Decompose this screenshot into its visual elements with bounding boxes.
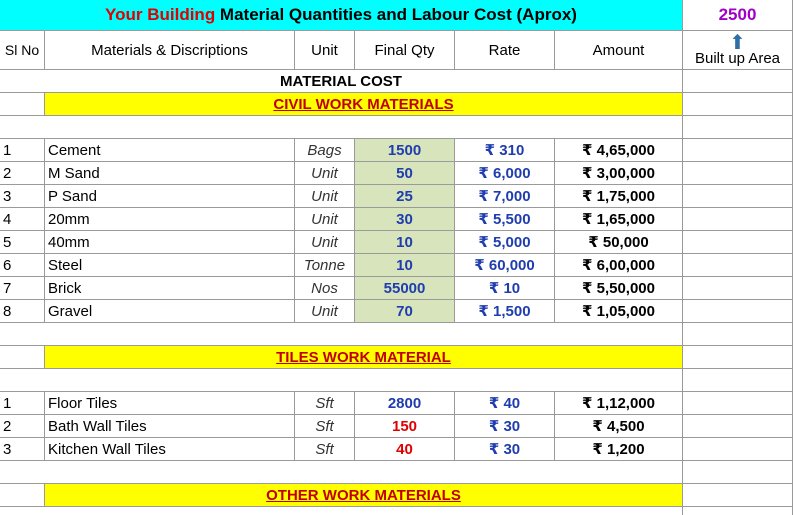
unit[interactable]: Unit xyxy=(295,300,355,323)
col-sl-no[interactable]: Sl No xyxy=(0,31,45,70)
empty-cell[interactable] xyxy=(683,484,793,507)
sl-no[interactable]: 3 xyxy=(0,185,45,208)
table-row xyxy=(0,415,793,438)
rate[interactable]: ₹ 60,000 xyxy=(455,254,555,277)
sl-no[interactable]: 2 xyxy=(0,415,45,438)
empty-cell[interactable] xyxy=(683,139,793,162)
final-qty[interactable]: 55000 xyxy=(355,277,455,300)
sl-no[interactable]: 6 xyxy=(0,254,45,277)
rate[interactable]: ₹ 5,500 xyxy=(455,208,555,231)
rate[interactable]: ₹ 310 xyxy=(455,139,555,162)
material-name[interactable]: Steel xyxy=(45,254,295,277)
unit[interactable]: Sft xyxy=(295,415,355,438)
other-section-heading[interactable]: OTHER WORK MATERIALS xyxy=(45,484,683,507)
empty-cell[interactable] xyxy=(683,162,793,185)
final-qty[interactable]: 2800 xyxy=(355,392,455,415)
empty-cell[interactable] xyxy=(683,231,793,254)
empty-cell[interactable] xyxy=(683,116,793,139)
unit[interactable]: Tonne xyxy=(295,254,355,277)
final-qty[interactable]: 150 xyxy=(355,415,455,438)
empty-cell[interactable] xyxy=(0,461,683,484)
table-row xyxy=(0,162,793,185)
blank-row xyxy=(0,461,793,484)
empty-cell[interactable] xyxy=(683,208,793,231)
empty-cell[interactable] xyxy=(683,392,793,415)
final-qty[interactable]: 30 xyxy=(355,208,455,231)
empty-cell[interactable] xyxy=(0,323,683,346)
table-row xyxy=(0,231,793,254)
sl-no[interactable]: 3 xyxy=(0,438,45,461)
table-row xyxy=(0,139,793,162)
table-row xyxy=(0,392,793,415)
material-name[interactable]: 40mm xyxy=(45,231,295,254)
material-name[interactable]: Cement xyxy=(45,139,295,162)
rate[interactable]: ₹ 1,500 xyxy=(455,300,555,323)
sl-no[interactable]: 7 xyxy=(0,277,45,300)
empty-cell[interactable] xyxy=(683,185,793,208)
rate[interactable]: ₹ 6,000 xyxy=(455,162,555,185)
unit[interactable]: Unit xyxy=(295,231,355,254)
blank-row xyxy=(0,323,793,346)
material-name[interactable]: P Sand xyxy=(45,185,295,208)
arrow-up-icon: ⬆ xyxy=(729,32,746,54)
sl-no[interactable]: 1 xyxy=(0,139,45,162)
empty-cell[interactable] xyxy=(0,369,683,392)
civil-section-row xyxy=(0,93,793,116)
title-highlight: Your Building xyxy=(105,5,216,24)
civil-section-heading[interactable]: CIVIL WORK MATERIALS xyxy=(45,93,683,116)
sl-no[interactable]: 4 xyxy=(0,208,45,231)
unit[interactable]: Unit xyxy=(295,208,355,231)
amount[interactable]: ₹ 6,00,000 xyxy=(555,254,683,277)
sl-no[interactable]: 8 xyxy=(0,300,45,323)
final-qty[interactable]: 25 xyxy=(355,185,455,208)
other-section-row xyxy=(0,484,793,507)
unit[interactable]: Sft xyxy=(295,438,355,461)
final-qty[interactable]: 10 xyxy=(355,231,455,254)
amount[interactable]: ₹ 1,200 xyxy=(555,438,683,461)
empty-cell[interactable] xyxy=(0,116,683,139)
material-name[interactable]: Floor Tiles xyxy=(45,392,295,415)
amount[interactable]: ₹ 4,500 xyxy=(555,415,683,438)
rate[interactable]: ₹ 30 xyxy=(455,415,555,438)
col-final-qty[interactable]: Final Qty xyxy=(355,31,455,70)
rate[interactable]: ₹ 30 xyxy=(455,438,555,461)
material-name[interactable]: Brick xyxy=(45,277,295,300)
built-up-area-label: Built up Area xyxy=(694,50,781,67)
col-rate[interactable]: Rate xyxy=(455,31,555,70)
final-qty[interactable]: 40 xyxy=(355,438,455,461)
material-cost-row xyxy=(0,70,793,93)
unit[interactable]: Bags xyxy=(295,139,355,162)
rate[interactable]: ₹ 40 xyxy=(455,392,555,415)
amount[interactable]: ₹ 1,65,000 xyxy=(555,208,683,231)
amount[interactable]: ₹ 50,000 xyxy=(555,231,683,254)
sl-no[interactable]: 1 xyxy=(0,392,45,415)
unit[interactable]: Sft xyxy=(295,392,355,415)
amount[interactable]: ₹ 1,75,000 xyxy=(555,185,683,208)
built-up-area-cell[interactable] xyxy=(683,31,793,70)
title-rest: Material Quantities and Labour Cost (Aprox) xyxy=(215,5,577,24)
amount[interactable]: ₹ 5,50,000 xyxy=(555,277,683,300)
empty-cell[interactable] xyxy=(0,484,45,507)
material-name[interactable]: 20mm xyxy=(45,208,295,231)
col-materials[interactable]: Materials & Discriptions xyxy=(45,31,295,70)
final-qty[interactable]: 10 xyxy=(355,254,455,277)
rate[interactable]: ₹ 5,000 xyxy=(455,231,555,254)
unit[interactable]: Nos xyxy=(295,277,355,300)
col-unit[interactable]: Unit xyxy=(295,31,355,70)
table-row xyxy=(0,438,793,461)
amount[interactable]: ₹ 3,00,000 xyxy=(555,162,683,185)
amount[interactable]: ₹ 4,65,000 xyxy=(555,139,683,162)
amount[interactable]: ₹ 1,12,000 xyxy=(555,392,683,415)
material-name[interactable]: Gravel xyxy=(45,300,295,323)
final-qty[interactable]: 70 xyxy=(355,300,455,323)
amount[interactable]: ₹ 1,05,000 xyxy=(555,300,683,323)
unit[interactable]: Unit xyxy=(295,162,355,185)
blank-row xyxy=(0,507,793,515)
empty-cell[interactable] xyxy=(683,93,793,116)
table-row xyxy=(0,185,793,208)
material-name[interactable]: Bath Wall Tiles xyxy=(45,415,295,438)
tiles-section-heading[interactable]: TILES WORK MATERIAL xyxy=(45,346,683,369)
empty-cell[interactable] xyxy=(683,369,793,392)
empty-cell[interactable] xyxy=(683,346,793,369)
table-row xyxy=(0,208,793,231)
final-qty[interactable]: 1500 xyxy=(355,139,455,162)
material-name[interactable]: M Sand xyxy=(45,162,295,185)
empty-cell[interactable] xyxy=(683,507,793,515)
empty-cell[interactable] xyxy=(683,323,793,346)
empty-cell[interactable] xyxy=(683,415,793,438)
unit[interactable]: Unit xyxy=(295,185,355,208)
empty-cell[interactable] xyxy=(683,438,793,461)
table-row xyxy=(0,277,793,300)
final-qty[interactable]: 50 xyxy=(355,162,455,185)
material-name[interactable]: Kitchen Wall Tiles xyxy=(45,438,295,461)
empty-cell[interactable] xyxy=(0,507,683,515)
blank-row xyxy=(0,116,793,139)
empty-cell[interactable] xyxy=(683,277,793,300)
empty-cell[interactable] xyxy=(0,93,45,116)
table-row xyxy=(0,254,793,277)
rate[interactable]: ₹ 7,000 xyxy=(455,185,555,208)
empty-cell[interactable] xyxy=(683,300,793,323)
sl-no[interactable]: 5 xyxy=(0,231,45,254)
sl-no[interactable]: 2 xyxy=(0,162,45,185)
table-row xyxy=(0,300,793,323)
rate[interactable]: ₹ 10 xyxy=(455,277,555,300)
sheet-title[interactable] xyxy=(0,0,683,31)
built-up-area-value[interactable]: 2500 xyxy=(683,0,793,31)
material-cost-heading[interactable]: MATERIAL COST xyxy=(0,70,683,93)
title-row xyxy=(0,0,793,31)
empty-cell[interactable] xyxy=(683,70,793,93)
header-row xyxy=(0,31,793,70)
tiles-section-row xyxy=(0,346,793,369)
empty-cell[interactable] xyxy=(683,254,793,277)
blank-row xyxy=(0,369,793,392)
col-amount[interactable]: Amount xyxy=(555,31,683,70)
empty-cell[interactable] xyxy=(683,461,793,484)
empty-cell[interactable] xyxy=(0,346,45,369)
